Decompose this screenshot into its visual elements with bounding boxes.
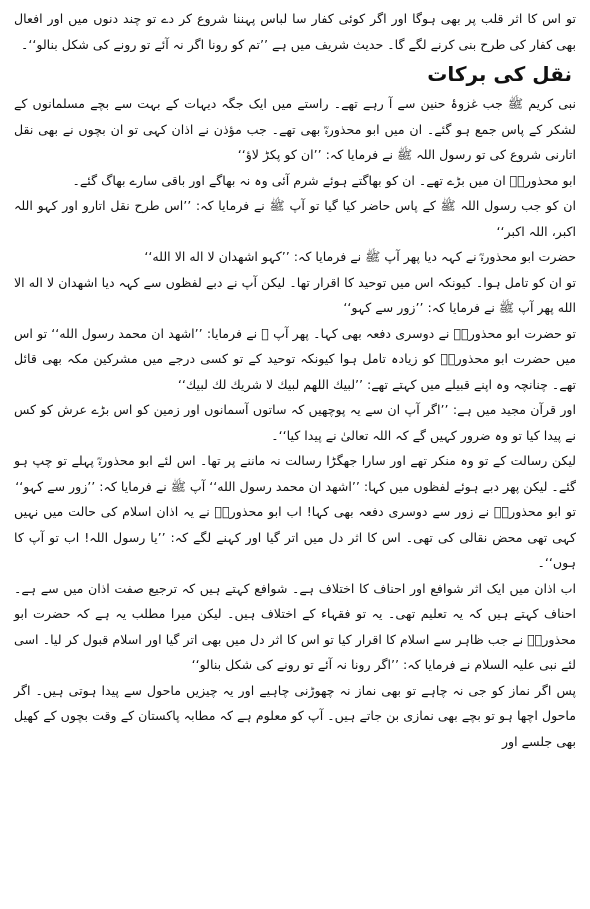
paragraph-4: حضرت ابو محذورہؓ نے کہہ دیا پھر آپ ﷺ نے فرمایا کہ: ’’کہو اشهدان لا اله الا الله‘‘ xyxy=(144,249,576,264)
paragraph-2: ابو محذورہؓ ان میں بڑے تھے۔ ان کو بھاگتے ہوئے شرم آئی وہ نہ بھاگے اور باقی سارے بھاگ گئے۔ xyxy=(72,172,576,188)
paragraph-8: لیکن رسالت کے تو وہ منکر تھے اور سارا جھگڑا رسالت نہ ماننے پر تھا۔ اس لئے ابو محذورہؓ پہلے تو چپ ہو گئے۔ لیکن پھر دبے ہوئے لفظوں میں کہا: ’’اشهد ان محمد رسول الله‘‘ آپ ﷺ نے فرمایا کہ: ’’زور سے کہو‘‘ xyxy=(14,453,576,494)
paragraph-1: نبی کریم ﷺ جب غزوۂ حنین سے آ رہے تھے۔ راستے میں ایک جگہ دیہات کے بہت سے بچے مسلمانوں کے لشکر کے پاس جمع ہو گئے۔ ان میں ابو محذورہؓ بھی تھے۔ جب مؤذن نے اذان کہی تو ان بچوں نے بھی نقل اتارنی شروع کی تو رسول اللہ ﷺ نے فرمایا کہ: ’’ان کو پکڑ لاؤ‘‘ xyxy=(14,96,576,162)
paragraph-7: اور قرآن مجید میں ہے: ’’اگر آپ ان سے یہ پوچھیں کہ ساتوں آسمانوں اور زمین کو اس بڑے عرش کو کس نے پیدا کیا تو وہ ضرور کہیں گے کہ اللہ تعالیٰ نے پیدا کیا‘‘۔ xyxy=(14,402,576,443)
paragraph-11: پس اگر نماز کو جی نہ چاہے تو بھی نماز نہ چھوڑنی چاہیے اور یہ چیزیں ماحول سے پیدا ہوتی ہیں۔ اگر ماحول اچھا ہو تو بچے بھی نمازی بن جاتے ہیں۔ آپ کو معلوم ہے کہ مطابہ پاکستان کے وقت بچوں کے کھیل بھی جلسے اور xyxy=(14,682,576,749)
paragraph-9: تو ابو محذورہؓ نے زور سے دوسری دفعہ بھی کہا! اب ابو محذورہؓ نے یہ اذان اسلام کی حالت میں نہیں کہی تھی محض نقالی کی تھی۔ اس کا اثر دل میں اتر گیا اور کہنے لگے کہ: ’’یا رسول اللہ! اب تو آپ کا ہوں‘‘۔ xyxy=(14,504,576,570)
section-heading: نقل کی برکات xyxy=(427,62,572,86)
paragraph-3: ان کو جب رسول اللہ ﷺ کے پاس حاضر کیا گیا تو آپ ﷺ نے فرمایا کہ: ’’اس طرح نقل اتارو اور کہو اللہ اکبر، اللہ اکبر‘‘ xyxy=(14,198,576,239)
paragraph-6: تو حضرت ابو محذورہؓ نے دوسری دفعہ بھی کہا۔ پھر آپ ﷺ نے فرمایا: ’’اشهد ان محمد رسول الله‘‘ تو اس میں حضرت ابو محذورہؓ کو زیادہ تامل ہوا کیونکہ توحید کے تو کسی درجے میں مشرکین مکہ بھی قائل تھے۔ چنانچہ وہ اپنے قبیلے میں کہتے تھے: ’’لبيك اللهم لبيك لا شريك لك لبيك‘‘ xyxy=(14,325,576,392)
paragraph-10: اب اذان میں ایک اثر شوافع اور احناف کا اختلاف ہے۔ شوافع کہتے ہیں کہ ترجیع صفت اذان میں سے ہے۔ احناف کہتے ہیں کہ یہ تعلیم تھی۔ یہ تو فقہاء کے اختلاف ہیں۔ لیکن میرا مطلب یہ ہے کہ حضرت ابو محذورہؓ نے جب ظاہر سے اسلام کا اقرار کیا تو اس کا اثر دل میں بھی اتر گیا اور اسلام قبول کر لیا۔ اسی لئے نبی علیہ السلام نے فرمایا کہ: ’’اگر رونا نہ آئے تو رونے کی شکل بنالو‘‘ xyxy=(14,580,576,672)
paragraph-5: تو ان کو تامل ہوا۔ کیونکہ اس میں توحید کا اقرار تھا۔ لیکن آپ نے دبے لفظوں سے کہہ دیا اشهدان لا اله الا الله پھر آپ ﷺ نے فرمایا کہ: ’’زور سے کہو‘‘ xyxy=(14,274,576,315)
intro-paragraph: تو اس کا اثر قلب پر بھی ہوگا اور اگر کوئی کفار سا لباس پہننا شروع کر دے تو چند دنوں میں اور افعال بھی کفار کی طرح بنی کرنے لگے گا۔ حدیث شریف میں ہے ’’تم کو رونا اگر نہ آئے تو رونے کی شکل بنالو‘‘۔ xyxy=(14,11,576,52)
